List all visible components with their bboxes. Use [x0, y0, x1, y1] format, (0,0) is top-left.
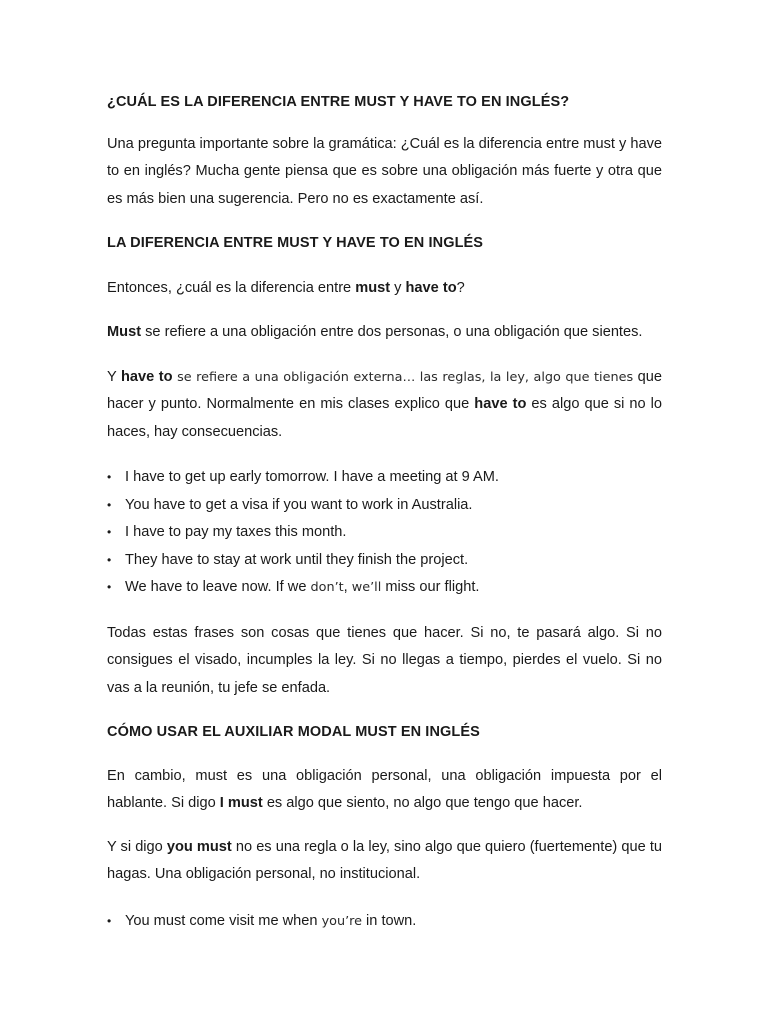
must-personal-paragraph: En cambio, must es una obligación personal, una obligación impuesta por el hablante. Si digo I must es algo que siento, no algo que tengo que hacer.: [107, 768, 662, 812]
bullet-icon: •: [107, 470, 112, 484]
section-heading-difference: LA DIFERENCIA ENTRE MUST Y HAVE TO EN INGLÉS: [107, 235, 484, 251]
must-examples-list: [107, 908, 662, 936]
bullet-icon: •: [107, 552, 112, 567]
list-item: • You have to get a visa if you want to work in Australia.: [107, 492, 662, 520]
bullet-icon: •: [107, 914, 112, 928]
page-title: ¿CUÁL ES LA DIFERENCIA ENTRE MUST Y HAVE TO EN INGLÉS?: [107, 94, 570, 110]
list-item: • I have to pay my taxes this month.: [107, 519, 662, 547]
have-to-definition-paragraph: Y have to se refiere a una obligación externa… las reglas, la ley, algo que tienes que hacer y punto. Normalmente en mis clases explico que have to es algo que si no lo haces, hay consecuencias.: [107, 369, 663, 440]
have-to-examples-list: [107, 464, 662, 602]
must-definition-paragraph: Must se refiere a una obligación entre dos personas, o una obligación que sientes.: [107, 324, 643, 340]
must-term: Must: [107, 324, 142, 340]
list-item: • You must come visit me when you’re in town.: [107, 908, 662, 936]
bullet-icon: •: [107, 580, 112, 595]
bullet-icon: •: [107, 525, 112, 540]
intro-paragraph: Una pregunta importante sobre la gramática: ¿Cuál es la diferencia entre must y have to en inglés? Mucha gente piensa que es sobre una obligación más fuerte y otra que es más bien una sugerencia. Pero no es exactamente así.: [107, 136, 662, 207]
question-paragraph: Entonces, ¿cuál es la diferencia entre must y have to?: [107, 280, 465, 296]
bullet-icon: •: [107, 497, 112, 512]
list-item: • We have to leave now. If we don’t, we’ll miss our flight.: [107, 574, 662, 602]
must-term: must: [355, 280, 391, 296]
have-to-term: have to: [405, 280, 457, 296]
i-must-term: I must: [219, 795, 263, 812]
list-item: • They have to stay at work until they finish the project.: [107, 547, 662, 575]
summary-paragraph: Todas estas frases son cosas que tienes que hacer. Si no, te pasará algo. Si no consigues el visado, incumples la ley. Si no llegas a tiempo, pierdes el vuelo. Si no vas a la reunión, tu jefe se enfada.: [107, 625, 662, 696]
have-to-term: have to: [120, 369, 173, 385]
list-item: • I have to get up early tomorrow. I have a meeting at 9 AM.: [107, 464, 662, 492]
you-must-paragraph: Y si digo you must no es una regla o la ley, sino algo que quiero (fuertemente) que tu hagas. Una obligación personal, no institucional.: [107, 839, 662, 883]
have-to-term: have to: [474, 396, 527, 413]
you-must-term: you must: [166, 839, 232, 855]
section-heading-must: CÓMO USAR EL AUXILIAR MODAL MUST EN INGLÉS: [107, 724, 480, 740]
